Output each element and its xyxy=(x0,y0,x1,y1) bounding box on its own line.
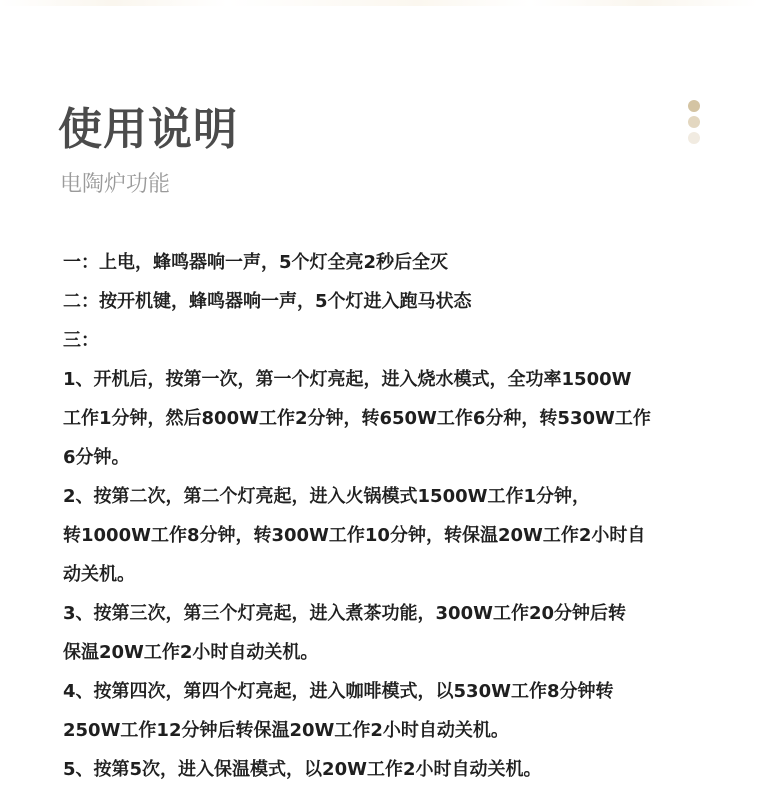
instruction-line: 工作1分钟，然后800W工作2分钟，转650W工作6分种，转530W工作 xyxy=(63,408,651,429)
instruction-line: 2、按第二次，第二个灯亮起，进入火锅模式1500W工作1分钟， xyxy=(63,486,590,507)
instruction-line: 4、按第四次，第四个灯亮起，进入咖啡模式，以530W工作8分钟转 xyxy=(63,681,614,702)
instruction-line: 一：上电，蜂鸣器响一声，5个灯全亮2秒后全灭 xyxy=(63,252,449,273)
instruction-line: 动关机。 xyxy=(63,564,135,585)
instruction-line: 6分钟。 xyxy=(63,447,130,468)
instruction-line: 3、按第三次，第三个灯亮起，进入煮茶功能，300W工作20分钟后转 xyxy=(63,603,626,624)
three-dots-icon xyxy=(687,100,701,148)
page-title: 使用说明 xyxy=(58,104,238,155)
instruction-line: 二：按开机键，蜂鸣器响一声，5个灯进入跑马状态 xyxy=(63,291,472,312)
instruction-line: 保温20W工作2小时自动关机。 xyxy=(63,642,319,663)
instruction-body xyxy=(63,243,713,789)
top-decor-strip xyxy=(0,0,758,6)
page-subtitle: 电陶炉功能 xyxy=(60,172,171,197)
dot-icon xyxy=(688,100,700,112)
instruction-line: 1、开机后，按第一次，第一个灯亮起，进入烧水模式，全功率1500W xyxy=(63,369,632,390)
dot-icon xyxy=(688,116,700,128)
instruction-line: 5、按第5次，进入保温模式，以20W工作2小时自动关机。 xyxy=(63,759,542,780)
dot-icon xyxy=(688,132,700,144)
instruction-line: 250W工作12分钟后转保温20W工作2小时自动关机。 xyxy=(63,720,509,741)
instruction-line: 三： xyxy=(63,330,99,351)
instruction-line: 转1000W工作8分钟，转300W工作10分钟，转保温20W工作2小时自 xyxy=(63,525,646,546)
